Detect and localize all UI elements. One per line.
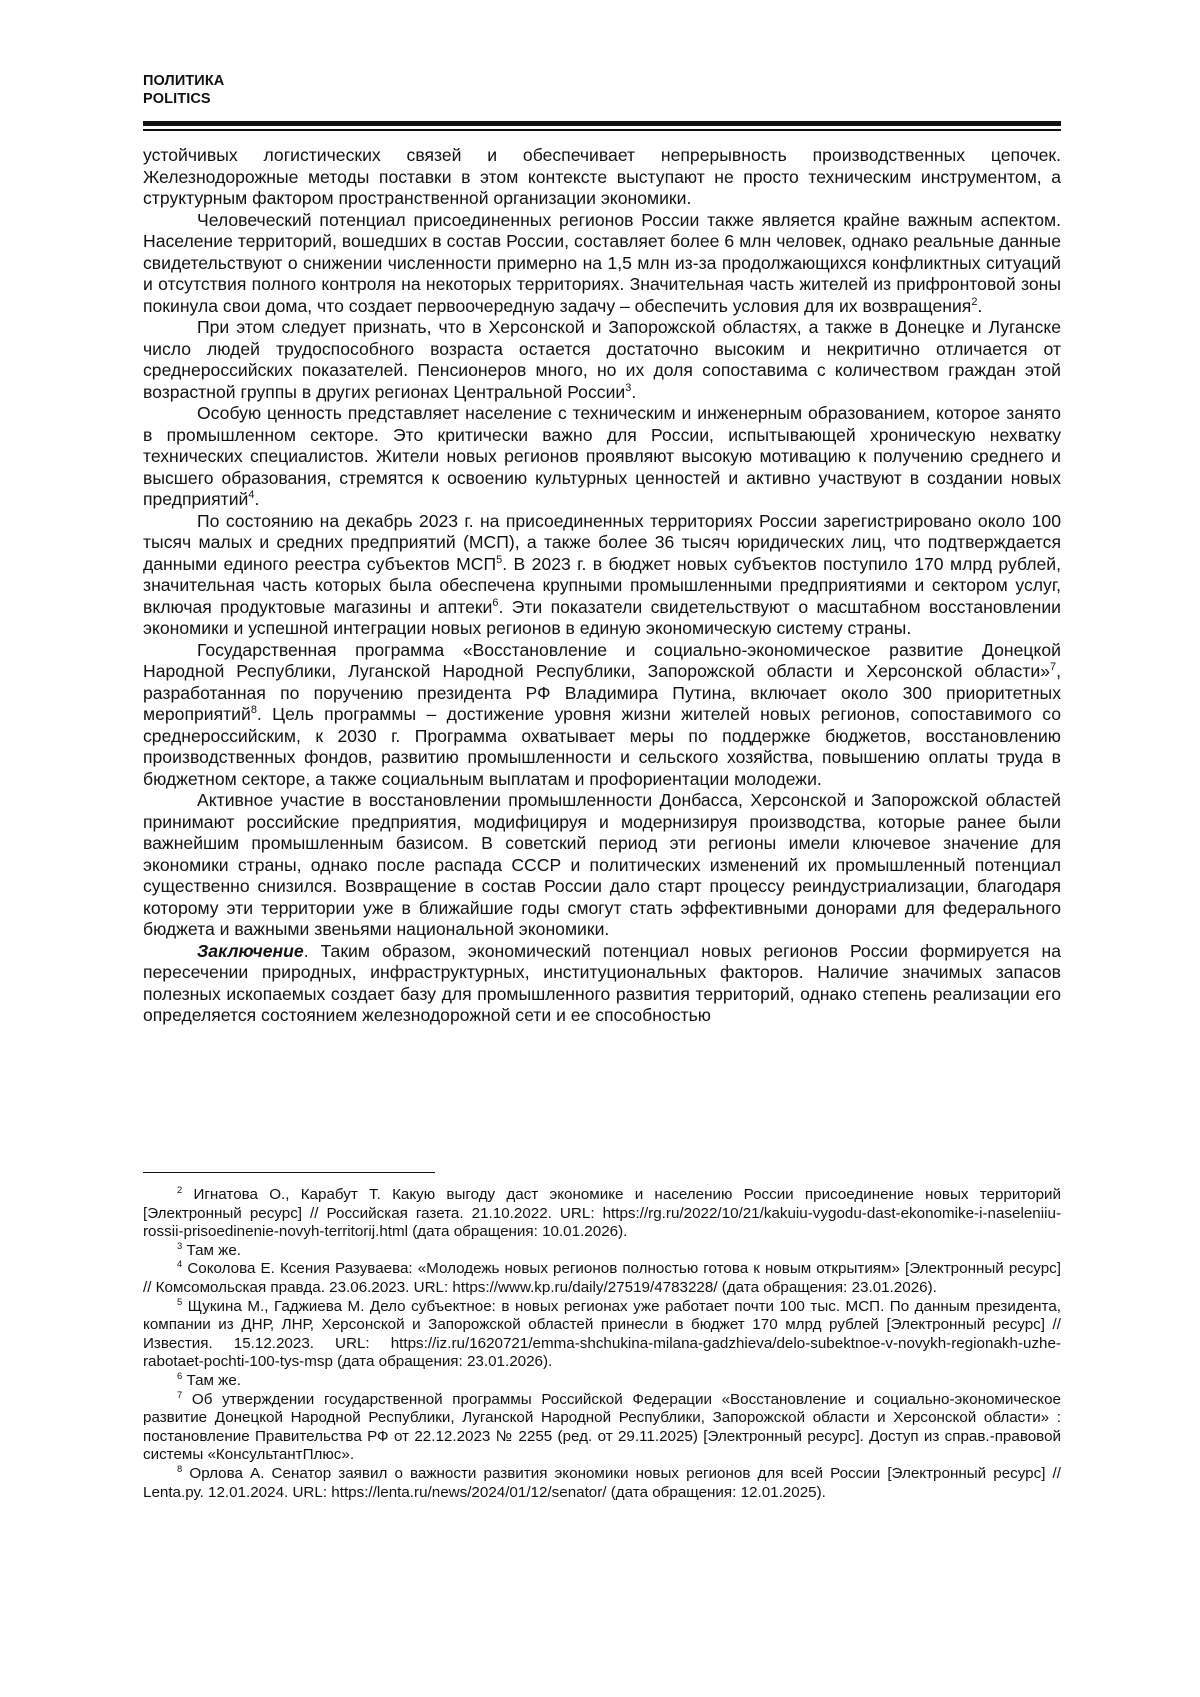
paragraph-text: При этом следует признать, что в Херсонской и Запорожской областях, а также в Донецке и Луганске число людей трудоспособного возраста остается достаточно высоким и некритично отличается от среднероссийских показателей. Пенсионеров много, но их доля сопоставима с количеством граждан этой возрастной группы в других регионах Центральной России bbox=[143, 317, 1061, 402]
footnote-number: 6 bbox=[177, 1369, 183, 1381]
header-rule-thin bbox=[143, 129, 1061, 131]
footnote-number: 4 bbox=[177, 1258, 183, 1270]
paragraph-reindustrialization bbox=[143, 790, 1061, 941]
paragraph-text: . Цель программы – достижение уровня жизни жителей новых регионов, сопоставимого со среднероссийским, к 2030 г. Программа охватывает меры по поддержке бюджетов, восстановлению производственных фондов, развитию промышленности и сельского хозяйства, повышению оплаты труда в бюджетном секторе, а также социальным выплатам и профориентации молодежи. bbox=[143, 704, 1061, 789]
paragraph-text: По состоянию на декабрь 2023 г. на присоединенных территориях России зарегистрировано около 100 тысяч малых и средних предприятий (МСП), а также более 36 тысяч юридических лиц, что подтверждается данными единого реестра субъектов МСП bbox=[143, 510, 1061, 574]
footnote-ref[interactable]: 7 bbox=[1050, 661, 1057, 674]
paragraph-conclusion bbox=[143, 941, 1061, 1027]
paragraph-human-potential bbox=[143, 210, 1061, 318]
section-title-en: POLITICS bbox=[143, 91, 211, 107]
paragraph-text: Государственная программа «Восстановление и социально-экономическое развитие Донецкой Народной Республики, Луганской Народной Республики, Запорожской области и Херсонской области» bbox=[143, 639, 1061, 681]
paragraph-text: . bbox=[254, 489, 260, 509]
footnote-7 bbox=[143, 1388, 1061, 1465]
footnote-4 bbox=[143, 1260, 1061, 1297]
footnote-number: 7 bbox=[177, 1388, 183, 1400]
footnote-text: Щукина М., Гаджиева М. Дело субъектное: в новых регионах уже работает почти 100 тыс. МСП. По данным президента, компании из ДНР, ЛНР, Херсонской и Запорожской областей принесли в бюджет 170 млрд рублей [Электронный ресурс] // Известия. 15.12.2023. URL: https://iz.ru/1620721/emma-shchukina-milana-gadzhieva/delo-subektnoe-v-novykh-regionakh-uzhe-rabotaet-pochti-100-tys-msp (дата обращения: 23.01.2026). bbox=[143, 1297, 1061, 1371]
footnotes bbox=[143, 1183, 1061, 1502]
paragraph-sme-statistics bbox=[143, 511, 1061, 640]
footnote-8 bbox=[143, 1462, 1061, 1502]
paragraph-text: . bbox=[631, 381, 637, 402]
paragraph-text: Человеческий потенциал присоединенных регионов России также является крайне важным аспектом. Население территорий, вошедших в состав России, составляет более 6 млн человек, однако реальные данные свидетельствуют о снижении численности примерно на 1,5 млн из-за продолжающихся конфликтных ситуаций и отсутствия полного контроля на некоторых территориях. Значительная часть жителей из прифронтовой зоны покинула свои дома, что создает первоочередную задачу – обеспечить условия для их возвращения bbox=[143, 209, 1061, 316]
footnote-number: 2 bbox=[177, 1183, 183, 1195]
paragraph-text: устойчивых логистических связей и обеспечивает непрерывность производственных цепочек. Железнодорожные методы поставки в этом контексте выступают не просто техническим инструментом, а структурным фактором пространственной организации экономики. bbox=[143, 145, 1061, 208]
footnote-ref[interactable]: 4 bbox=[248, 489, 255, 502]
paragraph-text: . Таким образом, экономический потенциал новых регионов России формируется на пересечении природных, инфраструктурных, институциональных факторов. Наличие значимых запасов полезных ископаемых создает базу для промышленного развития территорий, однако степень реализации его определяется состоянием железнодорожной сети и ее способностью bbox=[143, 940, 1061, 1025]
paragraph-text: Активное участие в восстановлении промышленности Донбасса, Херсонской и Запорожской областей принимают российские предприятия, модифицируя и модернизируя производства, которые ранее были важнейшим промышленным базисом. В советский период эти регионы имели ключевое значение для экономики страны, однако после распада СССР и политических изменений их промышленный потенциал существенно снизился. Возвращение в состав России дало старт процессу реиндустриализации, благодаря которому эти территории уже в ближайшие годы смогут стать эффективными донорами для федерального бюджета и важными звеньями национальной экономики. bbox=[143, 790, 1061, 939]
paragraph-text: . Эти показатели свидетельствуют о масштабном восстановлении экономики и успешной интеграции новых регионов в единую экономическую систему страны. bbox=[143, 596, 1061, 638]
paragraph-continuation bbox=[143, 145, 1061, 210]
footnote-number: 8 bbox=[177, 1462, 183, 1474]
paragraph-text: . bbox=[977, 295, 983, 316]
footnote-text: Орлова А. Сенатор заявил о важности развития экономики новых регионов для всей России [Электронный ресурс] // Lenta.ру. 12.01.2024. URL: https://lenta.ru/news/2024/01/12/senator/ (дата обращения: 12.01.2025). bbox=[143, 1464, 1061, 1501]
footnote-text: Там же. bbox=[186, 1241, 241, 1259]
footnote-text: Там же. bbox=[186, 1371, 241, 1389]
footnote-number: 3 bbox=[177, 1239, 183, 1251]
paragraph-working-age bbox=[143, 317, 1061, 403]
footnote-ref[interactable]: 2 bbox=[971, 295, 978, 308]
footnote-text: Соколова Е. Ксения Разуваева: «Молодежь новых регионов полностью готова к новым открытиям» [Электронный ресурс] // Комсомольская правда. 23.06.2023. URL: https://www.kp.ru/daily/27519/4783228/ (дата обращения: 23.01.2026). bbox=[143, 1260, 1061, 1296]
footnote-number: 5 bbox=[177, 1295, 183, 1307]
paragraph-text: . В 2023 г. в бюджет новых субъектов поступило 170 млрд рублей, значительная часть которых была обеспечена крупными промышленными предприятиями и сектором услуг, включая продуктовые магазины и аптеки bbox=[143, 553, 1062, 617]
paragraph-text: Особую ценность представляет население с техническим и инженерным образованием, которое занято в промышленном секторе. Это критически важно для России, испытывающей хроническую нехватку технических специалистов. Жители новых регионов проявляют высокую мотивацию к получению среднего и высшего образования, стремятся к освоению культурных ценностей и активно участвуют в создании новых предприятий bbox=[143, 403, 1061, 509]
footnote-text: Об утверждении государственной программы Российской Федерации «Восстановление и социально-экономическое развитие Донецкой Народной Республики, Луганской Народной Республики, Запорожской области и Херсонской области» : постановление Правительства РФ от 22.12.2023 № 2255 (ред. от 29.11.2025) [Электронный ресурс]. Доступ из справ.-правовой системы «КонсультантПлюс». bbox=[143, 1390, 1061, 1464]
header-rule-thick bbox=[143, 121, 1061, 126]
footnote-ref[interactable]: 8 bbox=[250, 704, 257, 717]
article-body bbox=[143, 145, 1061, 1027]
section-title-ru: ПОЛИТИКА bbox=[143, 73, 225, 89]
footnote-5 bbox=[143, 1295, 1061, 1372]
paragraph-state-program bbox=[143, 640, 1061, 791]
footnote-ref[interactable]: 6 bbox=[492, 596, 499, 609]
footnote-text: Игнатова О., Карабут Т. Какую выгоду даст экономике и населению России присоединение новых территорий [Электронный ресурс] // Российская газета. 21.10.2022. URL: https://rg.ru/2022/10/21/kakuiu-vygodu-dast-ekonomike-i-naseleniiu-rossii-prisoedinenie-novyh-territorij.html (дата обращения: 10.01.2026). bbox=[143, 1186, 1061, 1241]
footnote-6 bbox=[143, 1369, 1061, 1391]
paragraph-text: , разработанная по поручению президента РФ Владимира Путина, включает около 300 приоритетных мероприятий bbox=[143, 661, 1061, 724]
footnote-separator bbox=[143, 1172, 435, 1173]
footnote-ref[interactable]: 5 bbox=[496, 553, 503, 566]
conclusion-heading: Заключение bbox=[197, 940, 304, 961]
footnote-2 bbox=[143, 1183, 1061, 1242]
paragraph-technical-education bbox=[143, 403, 1061, 511]
running-header bbox=[143, 72, 224, 108]
footnote-ref[interactable]: 3 bbox=[625, 381, 632, 394]
footnote-3 bbox=[143, 1239, 1061, 1261]
